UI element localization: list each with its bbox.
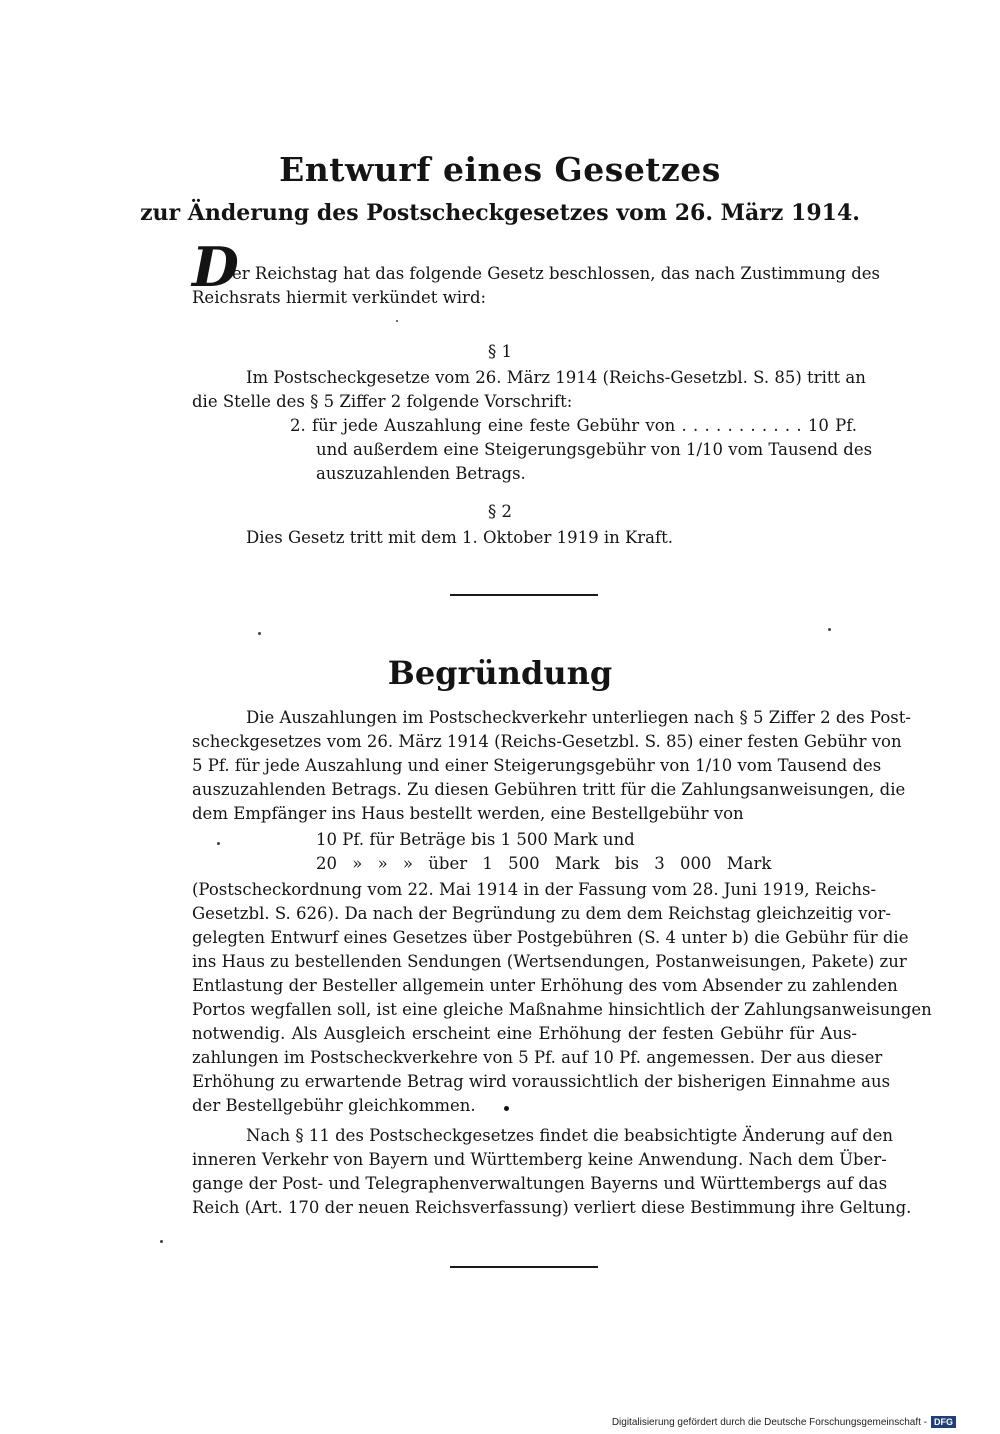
justification-line: ins Haus zu bestellenden Sendungen (Wertsendungen, Postanweisungen, Pakete) zur: [192, 952, 907, 971]
section-1-heading: § 1: [488, 342, 512, 361]
justification-line: 5 Pf. für jede Auszahlung und einer Steigerungsgebühr von 1/10 vom Tausend des: [192, 756, 882, 775]
justification-line: gange der Post- und Telegraphenverwaltungen Bayerns und Württembergs auf das: [192, 1174, 888, 1193]
justification-line: Portos wegfallen soll, ist eine gleiche Maßnahme hinsichtlich der Zahlungsanweisungen: [192, 1000, 932, 1019]
justification-line: Die Auszahlungen im Postscheckverkehr unterliegen nach § 5 Ziffer 2 des Post-: [246, 708, 911, 727]
justification-heading: Begründung: [387, 654, 613, 692]
justification-line: gelegten Entwurf eines Gesetzes über Postgebühren (S. 4 unter b) die Gebühr für die: [192, 928, 909, 947]
justification-line: (Postscheckordnung vom 22. Mai 1914 in der Fassung vom 28. Juni 1919, Reichs-: [192, 880, 877, 899]
section-2-heading: § 2: [488, 502, 512, 521]
section-1-item-2: und außerdem eine Steigerungsgebühr von 1/10 vom Tausend des: [316, 440, 873, 459]
justification-line: scheckgesetzes vom 26. März 1914 (Reichs-Gesetzbl. S. 85) einer festen Gebühr von: [192, 732, 902, 751]
end-rule: [450, 1266, 598, 1268]
section-1-item-3: auszuzahlenden Betrags.: [316, 464, 526, 483]
dfg-logo: DFG: [931, 1416, 956, 1428]
intro-line-2: Reichsrats hiermit verkündet wird:: [192, 288, 487, 307]
divider-rule: [450, 594, 598, 596]
document-title: Entwurf eines Gesetzes: [279, 150, 721, 189]
speck-mark: [258, 632, 261, 635]
justification-line: notwendig. Als Ausgleich erscheint eine Erhöhung der festen Gebühr für Aus-: [192, 1024, 857, 1043]
speck-mark: [396, 320, 398, 322]
speck-mark: [828, 628, 831, 631]
document-subtitle: zur Änderung des Postscheckgesetzes vom 26. März 1914.: [140, 200, 860, 226]
justification-line: auszuzahlenden Betrags. Zu diesen Gebühren tritt für die Zahlungsanweisungen, die: [192, 780, 906, 799]
footer-text: Digitalisierung gefördert durch die Deutsche Forschungsgemeinschaft -: [611, 1416, 927, 1428]
speck-mark: [217, 842, 220, 845]
fee-row-2: 20 » » » über 1 500 Mark bis 3 000 Mark: [316, 854, 772, 873]
justification-line: Erhöhung zu erwartende Betrag wird voraussichtlich der bisherigen Einnahme aus: [192, 1072, 891, 1091]
justification-line: zahlungen im Postscheckverkehre von 5 Pf. auf 10 Pf. angemessen. Der aus dieser: [192, 1048, 883, 1067]
drop-cap: D: [192, 235, 239, 299]
fee-row-1: 10 Pf. für Beträge bis 1 500 Mark und: [316, 830, 635, 849]
justification-line: Gesetzbl. S. 626). Da nach der Begründung zu dem dem Reichstag gleichzeitig vor-: [192, 904, 892, 923]
justification-line: inneren Verkehr von Bayern und Württemberg keine Anwendung. Nach dem Über-: [192, 1150, 887, 1169]
justification-line: dem Empfänger ins Haus bestellt werden, eine Bestellgebühr von: [192, 804, 744, 823]
ink-spot: [504, 1106, 509, 1111]
justification-line: Nach § 11 des Postscheckgesetzes findet die beabsichtigte Änderung auf den: [246, 1126, 894, 1145]
justification-line: Reich (Art. 170 der neuen Reichsverfassung) verliert diese Bestimmung ihre Geltung.: [192, 1198, 912, 1217]
section-1-line-1: Im Postscheckgesetze vom 26. März 1914 (Reichs-Gesetzbl. S. 85) tritt an: [246, 368, 866, 387]
digitization-footer: [612, 1416, 956, 1428]
section-1-item-1: 2. für jede Auszahlung eine feste Gebühr von . . . . . . . . . . . 10 Pf.: [290, 416, 857, 435]
justification-line: Entlastung der Besteller allgemein unter Erhöhung des vom Absender zu zahlenden: [192, 976, 898, 995]
justification-line: der Bestellgebühr gleichkommen.: [192, 1096, 476, 1115]
intro-line-1: er Reichstag hat das folgende Gesetz beschlossen, das nach Zustimmung des: [232, 264, 881, 283]
section-1-line-2: die Stelle des § 5 Ziffer 2 folgende Vorschrift:: [192, 392, 573, 411]
speck-mark: [160, 1240, 163, 1243]
section-2-line-1: Dies Gesetz tritt mit dem 1. Oktober 1919 in Kraft.: [246, 528, 674, 547]
